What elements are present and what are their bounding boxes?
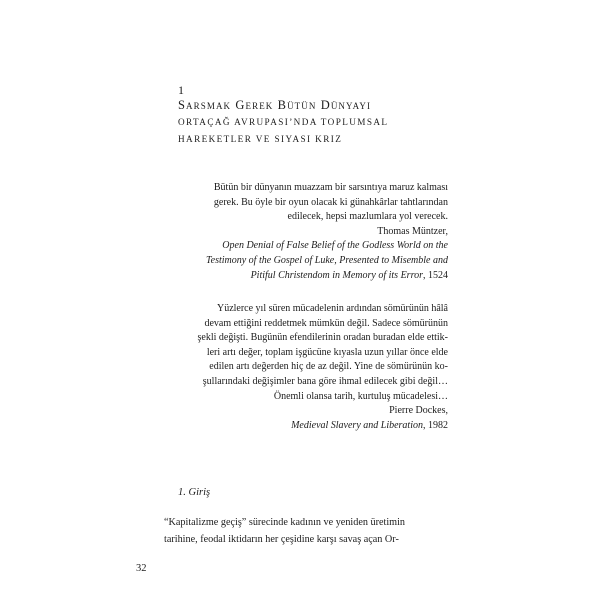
epigraph-source-year: , 1982 [423,419,448,431]
epigraph-author: Thomas Müntzer, [377,225,448,237]
chapter-subtitle-line-2: HAREKETLER VE SIYASI KRIZ [178,134,343,144]
chapter-number: 1 [178,83,185,97]
epigraph-dockes [170,302,448,433]
section-heading: 1. Giriş [178,487,211,498]
epigraph-source-title: Medieval Slavery and Liberation [291,419,423,431]
epigraph-source [170,239,448,283]
epigraph-text: Bütün bir dünyanın muazzam bir sarsıntıya maruz kalması gerek. Bu öyle bir oyun olacak ki günahkârlar tahtlarından edilecek, hepsi mazlumlara yol verecek. [213,182,448,223]
epigraph-author: Pierre Dockes, [389,405,448,417]
epigraph-source-title: Open Denial of False Belief of the Godless World on the Testimony of the Gospel of Luke, Presented to Misemble and Pitiful Christendom in Memory of its Error [205,240,448,281]
chapter-heading [178,83,498,148]
epigraph-source-year: , 1524 [423,269,448,281]
epigraph-text: Yüzlerce yıl süren mücadelenin ardından sömürünün hâlâ devam ettiğini reddetmek mümkün değil. Sadece sömürünün şekli değişti. Bugünün efendilerinin oradan buradan elde ettik- leri artı değer, toplam işgücüne kıyasla uzun yıllar önce elde edilen artı değerden hiç de az değil. Yine de sömürünün ko- şullarındaki değişimler bana göre ihmal edilecek gibi değil… Önemli olansa tarih, kurtuluş mücadelesi… [197,303,448,402]
body-paragraph: “Kapitalizme geçiş” sürecinde kadının ve yeniden üretimin tarihine, feodal iktidarın her çeşidine karşı savaş açan Or- [164,517,406,545]
page-number: 32 [136,563,147,574]
chapter-subtitle-line-1: ORTAÇAĞ AVRUPASI’NDA TOPLUMSAL [178,117,389,127]
epigraph-source [170,419,448,434]
epigraph-muntzer [170,181,448,283]
chapter-title: Sarsmak Gerek Bütün Dünyayı [178,98,372,112]
